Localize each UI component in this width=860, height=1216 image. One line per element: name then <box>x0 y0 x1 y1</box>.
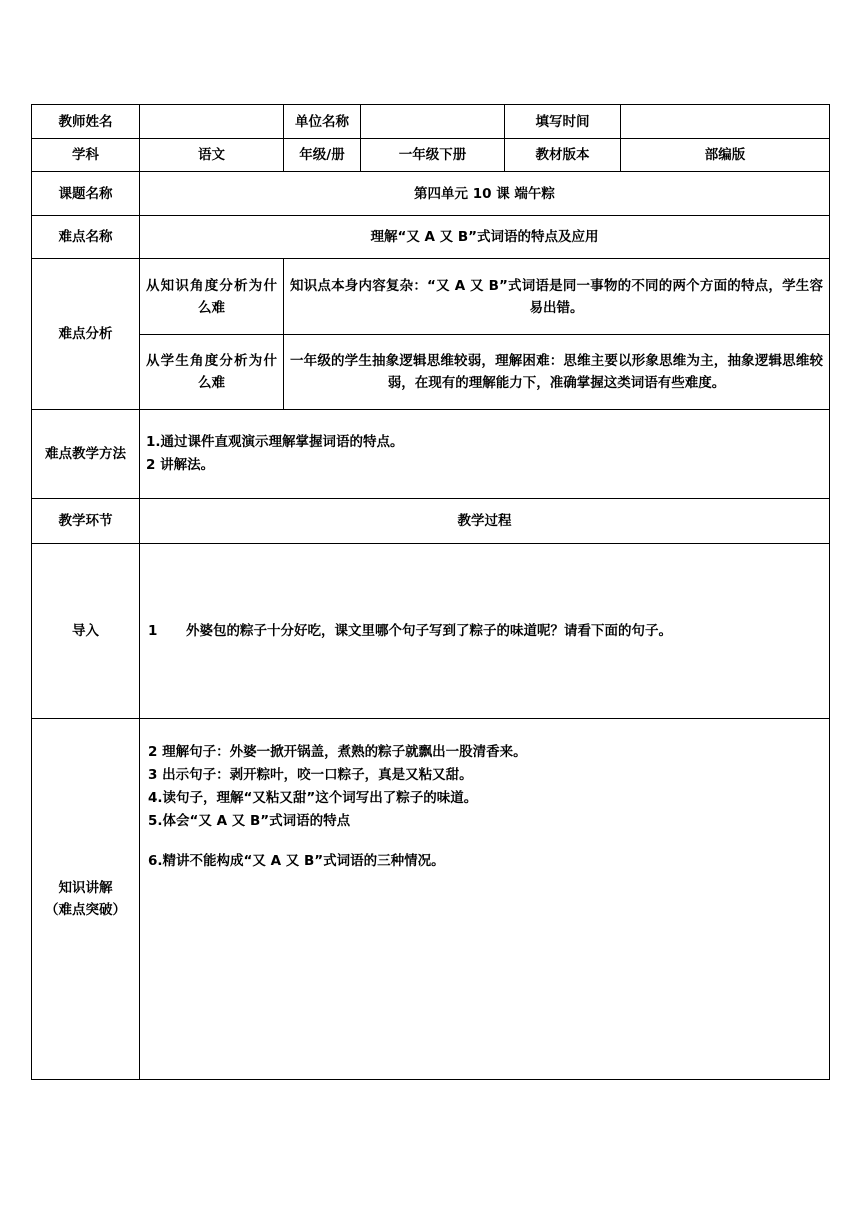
subject-info-row <box>32 139 830 172</box>
method-item: 1.通过课件直观演示理解掌握词语的特点。 <box>146 434 404 450</box>
edition-label: 教材版本 <box>505 139 621 172</box>
intro-label: 导入 <box>32 544 140 719</box>
process-step: 6.精讲不能构成“又 A 又 B”式词语的三种情况。 <box>148 853 445 869</box>
methods-label: 难点教学方法 <box>32 410 140 499</box>
grade-label: 年级/册 <box>284 139 361 172</box>
teacher-info-row <box>32 105 830 139</box>
method-item: 2 讲解法。 <box>146 457 215 473</box>
grade-value: 一年级下册 <box>361 139 505 172</box>
subject-value: 语文 <box>140 139 284 172</box>
process-header: 教学过程 <box>140 499 830 544</box>
process-step: 3 出示句子：剥开粽叶，咬一口粽子，真是又粘又甜。 <box>148 767 473 783</box>
unit-name-label: 单位名称 <box>284 105 361 139</box>
teacher-name-value <box>140 105 284 139</box>
difficulty-value: 理解“又 A 又 B”式词语的特点及应用 <box>140 216 830 259</box>
methods-content <box>140 410 830 499</box>
process-step: 4.读句子，理解“又粘又甜”这个词写出了粽子的味道。 <box>148 790 478 806</box>
student-analysis-row <box>32 335 830 410</box>
knowledge-label-line1: 知识讲解 <box>58 880 113 896</box>
process-step: 5.体会“又 A 又 B”式词语的特点 <box>148 813 351 829</box>
analysis-label: 难点分析 <box>32 259 140 410</box>
student-angle-value: 一年级的学生抽象逻辑思维较弱，理解困难：思维主要以形象思维为主，抽象逻辑思维较弱，在现有的理解能力下，准确掌握这类词语有些难度。 <box>284 335 830 410</box>
difficulty-row <box>32 216 830 259</box>
knowledge-row <box>32 719 830 1080</box>
process-step: 2 理解句子：外婆一掀开锅盖，煮熟的粽子就飘出一股清香来。 <box>148 744 527 760</box>
process-header-row <box>32 499 830 544</box>
fill-date-label: 填写时间 <box>505 105 621 139</box>
teacher-name-label: 教师姓名 <box>32 105 140 139</box>
methods-row <box>32 410 830 499</box>
lesson-value: 第四单元 10 课 端午粽 <box>140 172 830 216</box>
intro-row <box>32 544 830 719</box>
lesson-row <box>32 172 830 216</box>
unit-name-value <box>361 105 505 139</box>
knowledge-label <box>32 719 140 1080</box>
difficulty-label: 难点名称 <box>32 216 140 259</box>
knowledge-angle-label: 从知识角度分析为什么难 <box>140 259 284 335</box>
lesson-plan-table <box>31 104 830 1080</box>
subject-label: 学科 <box>32 139 140 172</box>
knowledge-analysis-row <box>32 259 830 335</box>
fill-date-value <box>621 105 830 139</box>
knowledge-angle-value: 知识点本身内容复杂：“又 A 又 B”式词语是同一事物的不同的两个方面的特点，学生容易出错。 <box>284 259 830 335</box>
lesson-label: 课题名称 <box>32 172 140 216</box>
stage-header: 教学环节 <box>32 499 140 544</box>
intro-number: 1 <box>148 623 158 639</box>
knowledge-label-line2: （难点突破） <box>45 902 126 918</box>
edition-value: 部编版 <box>621 139 830 172</box>
knowledge-content <box>140 719 830 1080</box>
intro-content <box>140 544 830 719</box>
student-angle-label: 从学生角度分析为什么难 <box>140 335 284 410</box>
step-gap <box>148 833 823 850</box>
intro-text: 外婆包的粽子十分好吃，课文里哪个句子写到了粽子的味道呢？请看下面的句子。 <box>186 623 672 639</box>
